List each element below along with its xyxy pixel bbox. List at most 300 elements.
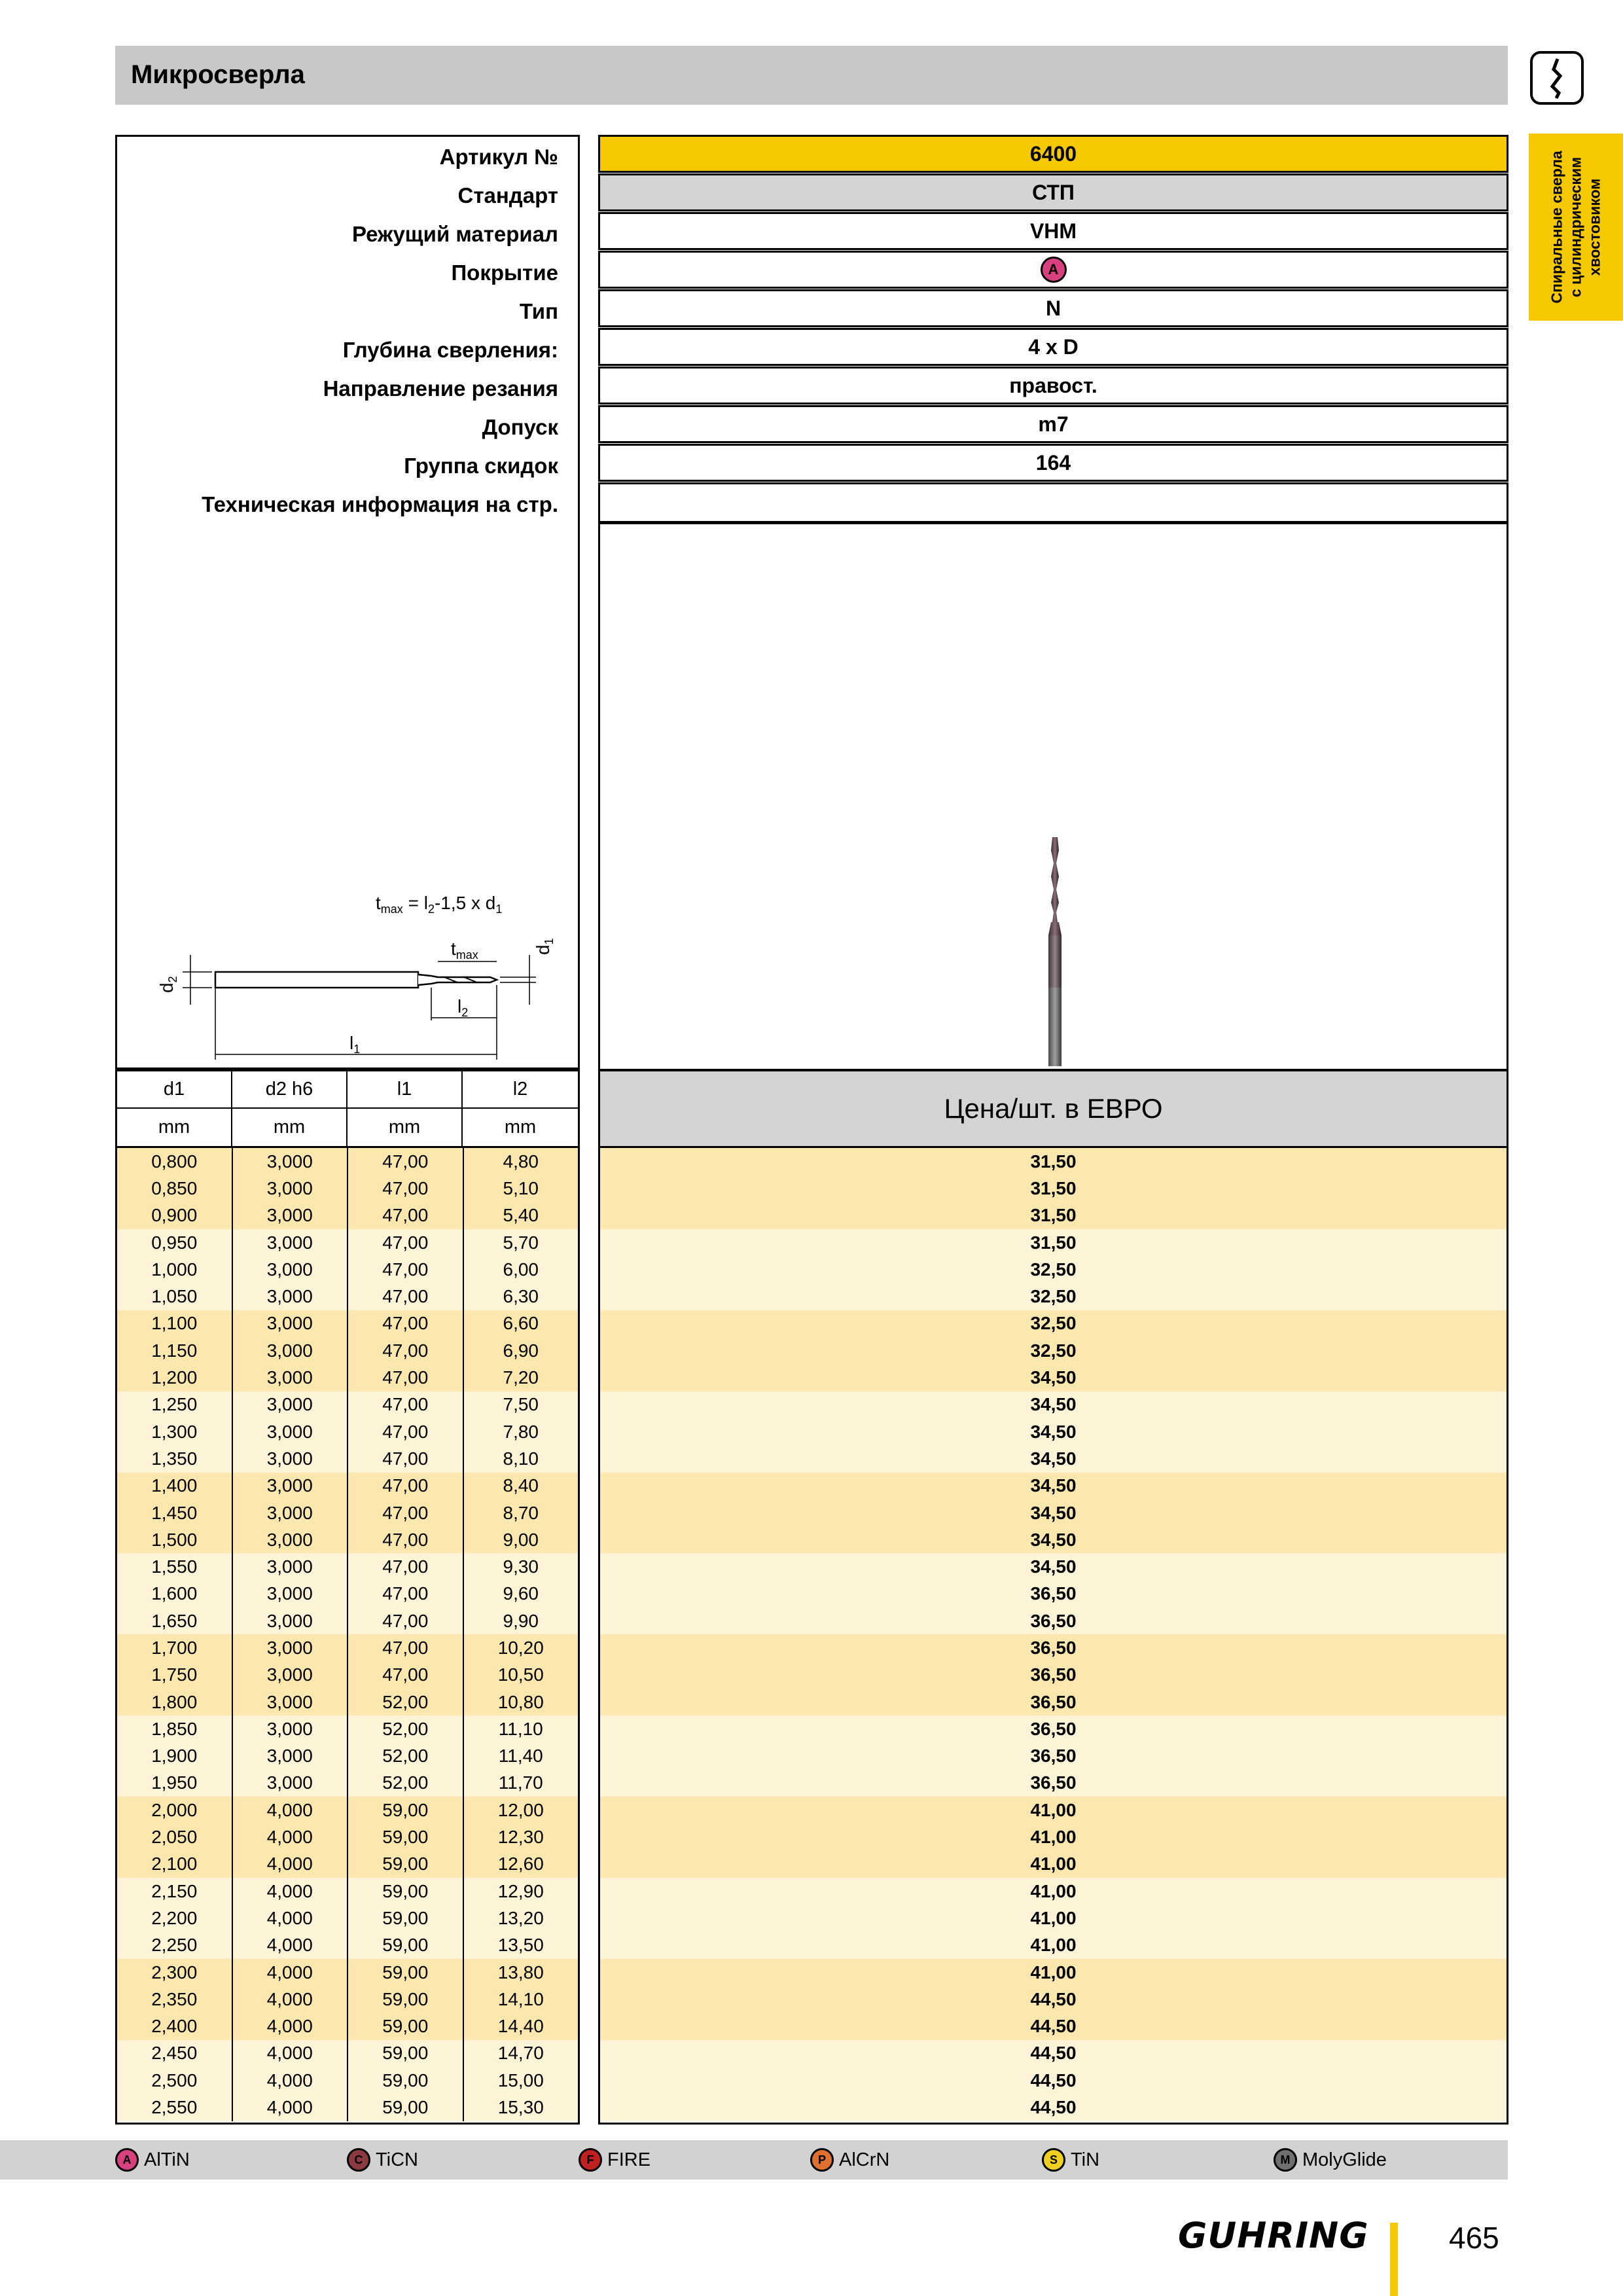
price-row	[600, 1391, 1507, 1418]
table-cell: 1,500	[117, 1526, 233, 1553]
spec-label-panel	[115, 135, 580, 1069]
price-row	[600, 1229, 1507, 1256]
table-cell: 13,80	[497, 1962, 544, 1982]
section-tab[interactable]	[1529, 134, 1623, 321]
label-direction: Направление резания	[323, 376, 558, 401]
table-row	[117, 1364, 578, 1391]
table-cell: 9,30	[503, 1556, 539, 1577]
price-row	[600, 2040, 1507, 2067]
table-row	[117, 1689, 578, 1715]
price-cell: 34,50	[1030, 1367, 1077, 1388]
table-row	[117, 1851, 578, 1878]
coating-badge-icon: F	[579, 2148, 602, 2172]
table-cell: 3,000	[233, 1499, 349, 1526]
price-cell: 31,50	[1030, 1177, 1077, 1198]
price-row	[600, 2067, 1507, 2094]
drill-photo	[1042, 837, 1068, 1066]
table-row	[117, 1418, 578, 1445]
table-cell: 1,750	[117, 1662, 233, 1689]
table-cell: 3,000	[233, 1715, 349, 1742]
table-cell: 47,00	[348, 1175, 464, 1202]
table-cell: 59,00	[348, 1878, 464, 1905]
price-cell: 31,50	[1030, 1232, 1077, 1253]
price-cell: 41,00	[1030, 1854, 1077, 1874]
price-row	[600, 1689, 1507, 1715]
price-row	[600, 1499, 1507, 1526]
table-cell: 1,850	[117, 1715, 233, 1742]
price-row	[600, 1662, 1507, 1689]
material-value: VHM	[598, 212, 1508, 250]
table-cell: 47,00	[348, 1148, 464, 1175]
table-cell: 2,250	[117, 1932, 233, 1959]
table-cell: 4,000	[233, 1851, 349, 1878]
table-cell: 0,950	[117, 1229, 233, 1256]
table-cell: 1,100	[117, 1310, 233, 1337]
table-row	[117, 1797, 578, 1823]
drill-icon	[1529, 50, 1585, 106]
tolerance-value: m7	[598, 405, 1508, 443]
price-row	[600, 1986, 1507, 2013]
legend-label: FIRE	[607, 2149, 651, 2170]
price-row	[600, 1770, 1507, 1797]
table-row	[117, 1932, 578, 1959]
table-cell: 4,000	[233, 1986, 349, 2013]
table-row	[117, 1959, 578, 1986]
legend-item	[0, 2148, 347, 2172]
dimension-table-body	[115, 1148, 580, 2125]
price-row	[600, 2094, 1507, 2121]
table-cell: 8,10	[503, 1448, 539, 1469]
table-cell: 59,00	[348, 1797, 464, 1823]
table-cell: 47,00	[348, 1499, 464, 1526]
table-cell: 14,10	[497, 1988, 544, 2009]
price-row	[600, 1607, 1507, 1634]
table-row	[117, 2067, 578, 2094]
price-row	[600, 1851, 1507, 1878]
table-cell: 6,90	[503, 1340, 539, 1361]
table-cell: 47,00	[348, 1364, 464, 1391]
table-cell: 3,000	[233, 1445, 349, 1472]
table-cell: 12,90	[497, 1880, 544, 1901]
table-cell: 47,00	[348, 1256, 464, 1283]
price-cell: 34,50	[1030, 1556, 1077, 1577]
table-cell: 11,70	[498, 1772, 543, 1793]
tech-page-value	[598, 482, 1508, 523]
table-cell: 52,00	[348, 1689, 464, 1715]
legend-label: MolyGlide	[1302, 2149, 1387, 2170]
table-cell: 59,00	[348, 1851, 464, 1878]
table-cell: 47,00	[348, 1662, 464, 1689]
coating-badge-icon: M	[1274, 2148, 1297, 2172]
table-cell: 1,350	[117, 1445, 233, 1472]
label-tolerance: Допуск	[482, 415, 558, 439]
price-cell: 41,00	[1030, 1880, 1077, 1901]
table-cell: 3,000	[233, 1418, 349, 1445]
svg-text:tmax = l2-1,5 x d1: $t_{max} = l_2-1,5$ x $d_1$	[376, 893, 503, 916]
table-cell: 59,00	[348, 1823, 464, 1850]
table-cell: 2,350	[117, 1986, 233, 2013]
table-cell: 59,00	[348, 2094, 464, 2121]
table-row	[117, 1823, 578, 1850]
table-row	[117, 1229, 578, 1256]
legend-label: TiCN	[376, 2149, 418, 2170]
table-cell: 1,450	[117, 1499, 233, 1526]
label-material: Режущий материал	[351, 222, 558, 246]
column-header: d2 h6	[232, 1071, 348, 1109]
table-row	[117, 1337, 578, 1364]
label-type: Тип	[519, 299, 558, 323]
table-row	[117, 1202, 578, 1229]
table-cell: 12,00	[497, 1799, 544, 1820]
table-cell: 3,000	[233, 1283, 349, 1310]
price-cell: 36,50	[1030, 1664, 1077, 1685]
price-row	[600, 1445, 1507, 1472]
table-cell: 2,500	[117, 2067, 233, 2094]
label-tech-page: Техническая информация на стр.	[202, 492, 558, 516]
svg-text:d1: $d_1$	[533, 938, 556, 955]
price-cell: 41,00	[1030, 1962, 1077, 1982]
table-cell: 4,000	[233, 1905, 349, 1931]
label-discount-group: Группа скидок	[404, 454, 558, 478]
table-cell: 47,00	[348, 1418, 464, 1445]
table-row	[117, 1715, 578, 1742]
table-cell: 47,00	[348, 1391, 464, 1418]
price-cell: 41,00	[1030, 1935, 1077, 1956]
table-cell: 14,70	[497, 2043, 544, 2064]
table-cell: 3,000	[233, 1743, 349, 1770]
table-cell: 7,50	[503, 1394, 539, 1415]
price-row	[600, 1905, 1507, 1931]
dimension-table-header	[115, 1069, 580, 1148]
section-tab-line: Спиральные сверла	[1548, 151, 1565, 304]
table-cell: 2,450	[117, 2040, 233, 2067]
column-header: d1	[117, 1071, 232, 1109]
table-cell: 2,300	[117, 1959, 233, 1986]
table-cell: 3,000	[233, 1581, 349, 1607]
price-cell: 44,50	[1030, 1988, 1077, 2009]
footer-divider	[1390, 2223, 1398, 2296]
table-cell: 13,50	[497, 1935, 544, 1956]
table-cell: 11,10	[498, 1718, 543, 1739]
table-cell: 3,000	[233, 1607, 349, 1634]
price-row	[600, 1364, 1507, 1391]
table-cell: 3,000	[233, 1148, 349, 1175]
table-cell: 15,00	[497, 2070, 544, 2090]
article-number: 6400	[598, 135, 1508, 173]
table-cell: 1,200	[117, 1364, 233, 1391]
price-cell: 34,50	[1030, 1529, 1077, 1550]
table-cell: 59,00	[348, 1986, 464, 2013]
table-row	[117, 1391, 578, 1418]
svg-text:d2: $d_2$	[156, 976, 179, 993]
table-cell: 59,00	[348, 1905, 464, 1931]
table-cell: 2,100	[117, 1851, 233, 1878]
table-cell: 3,000	[233, 1689, 349, 1715]
price-cell: 32,50	[1030, 1286, 1077, 1307]
price-row	[600, 1473, 1507, 1499]
legend-item	[810, 2148, 1042, 2172]
table-cell: 3,000	[233, 1473, 349, 1499]
table-cell: 59,00	[348, 2067, 464, 2094]
table-cell: 3,000	[233, 1553, 349, 1580]
table-cell: 10,50	[497, 1664, 544, 1685]
price-table-body	[598, 1148, 1508, 2125]
price-cell: 44,50	[1030, 2097, 1077, 2118]
table-cell: 2,050	[117, 1823, 233, 1850]
table-cell: 52,00	[348, 1715, 464, 1742]
table-row	[117, 1662, 578, 1689]
table-row	[117, 1445, 578, 1472]
table-cell: 0,850	[117, 1175, 233, 1202]
table-cell: 3,000	[233, 1175, 349, 1202]
table-cell: 47,00	[348, 1607, 464, 1634]
table-cell: 59,00	[348, 1959, 464, 1986]
price-row	[600, 1526, 1507, 1553]
table-cell: 3,000	[233, 1526, 349, 1553]
page-title-bar	[115, 46, 1508, 105]
table-cell: 0,800	[117, 1148, 233, 1175]
price-row	[600, 1634, 1507, 1661]
table-cell: 12,30	[497, 1827, 544, 1848]
table-cell: 3,000	[233, 1662, 349, 1689]
legend-label: AlCrN	[839, 2149, 890, 2170]
price-cell: 34,50	[1030, 1448, 1077, 1469]
price-cell: 36,50	[1030, 1718, 1077, 1739]
price-row	[600, 1310, 1507, 1337]
table-cell: 47,00	[348, 1473, 464, 1499]
table-cell: 3,000	[233, 1229, 349, 1256]
price-cell: 41,00	[1030, 1907, 1077, 1928]
table-cell: 8,40	[503, 1475, 539, 1496]
column-unit: mm	[348, 1109, 463, 1146]
price-row	[600, 1175, 1507, 1202]
table-row	[117, 1743, 578, 1770]
table-cell: 47,00	[348, 1634, 464, 1661]
table-cell: 4,000	[233, 1823, 349, 1850]
table-cell: 13,20	[497, 1907, 544, 1928]
table-cell: 5,10	[503, 1177, 539, 1198]
price-cell: 31,50	[1030, 1151, 1077, 1172]
table-cell: 4,80	[503, 1151, 539, 1172]
table-cell: 59,00	[348, 2013, 464, 2040]
table-cell: 1,400	[117, 1473, 233, 1499]
table-cell: 52,00	[348, 1743, 464, 1770]
table-cell: 1,150	[117, 1337, 233, 1364]
table-cell: 59,00	[348, 1932, 464, 1959]
price-row	[600, 1823, 1507, 1850]
table-cell: 47,00	[348, 1310, 464, 1337]
table-cell: 59,00	[348, 2040, 464, 2067]
table-cell: 14,40	[497, 2016, 544, 2037]
direction-value: правост.	[598, 367, 1508, 404]
table-row	[117, 1770, 578, 1797]
price-cell: 34,50	[1030, 1421, 1077, 1442]
table-cell: 47,00	[348, 1202, 464, 1229]
price-row	[600, 1797, 1507, 1823]
price-cell: 36,50	[1030, 1583, 1077, 1604]
table-cell: 2,000	[117, 1797, 233, 1823]
coating-badge-icon: C	[347, 2148, 370, 2172]
table-cell: 6,30	[503, 1286, 539, 1307]
product-image-frame	[598, 522, 1508, 1071]
table-row	[117, 1607, 578, 1634]
price-row	[600, 1283, 1507, 1310]
table-cell: 4,000	[233, 2067, 349, 2094]
table-cell: 9,60	[503, 1583, 539, 1604]
table-cell: 10,80	[497, 1691, 544, 1712]
table-cell: 6,60	[503, 1313, 539, 1334]
price-cell: 44,50	[1030, 2070, 1077, 2090]
price-row	[600, 1959, 1507, 1986]
table-cell: 4,000	[233, 1797, 349, 1823]
table-cell: 3,000	[233, 1202, 349, 1229]
table-row	[117, 1283, 578, 1310]
svg-text:tmax: $t_{max}$	[451, 939, 478, 961]
section-tab-line: хвостовиком	[1586, 178, 1603, 276]
page-title: Микросверла	[131, 60, 305, 89]
label-article: Артикул №	[439, 145, 558, 169]
coating-value	[598, 251, 1508, 289]
price-cell: 36,50	[1030, 1772, 1077, 1793]
brand-logo: GUHRING	[1178, 2215, 1369, 2256]
legend-label: TiN	[1071, 2149, 1100, 2170]
table-cell: 2,550	[117, 2094, 233, 2121]
table-row	[117, 1175, 578, 1202]
coating-badge-icon: A	[1041, 257, 1067, 283]
type-value: N	[598, 289, 1508, 327]
table-row	[117, 1581, 578, 1607]
table-cell: 1,650	[117, 1607, 233, 1634]
column-unit: mm	[504, 1117, 537, 1138]
table-cell: 1,600	[117, 1581, 233, 1607]
price-row	[600, 1148, 1507, 1175]
table-row	[117, 1878, 578, 1905]
table-cell: 2,200	[117, 1905, 233, 1931]
table-cell: 4,000	[233, 2013, 349, 2040]
table-cell: 1,250	[117, 1391, 233, 1418]
label-depth: Глубина сверления:	[342, 338, 558, 362]
table-row	[117, 1256, 578, 1283]
section-tab-line: с цилиндрическим	[1567, 156, 1584, 298]
coating-badge-icon: P	[810, 2148, 834, 2172]
table-cell: 1,050	[117, 1283, 233, 1310]
table-row	[117, 1310, 578, 1337]
price-column-header: Цена/шт. в ЕВРО	[598, 1069, 1508, 1148]
table-cell: 47,00	[348, 1445, 464, 1472]
column-header: l2	[463, 1071, 578, 1109]
table-row	[117, 1986, 578, 2013]
price-row	[600, 1256, 1507, 1283]
table-cell: 3,000	[233, 1256, 349, 1283]
legend-label: AlTiN	[144, 2149, 190, 2170]
table-cell: 5,40	[503, 1205, 539, 1226]
price-cell: 36,50	[1030, 1610, 1077, 1631]
price-cell: 36,50	[1030, 1691, 1077, 1712]
table-cell: 8,70	[503, 1502, 539, 1523]
price-row	[600, 2013, 1507, 2040]
price-cell: 32,50	[1030, 1340, 1077, 1361]
table-cell: 3,000	[233, 1364, 349, 1391]
table-cell: 2,150	[117, 1878, 233, 1905]
table-cell: 47,00	[348, 1526, 464, 1553]
table-cell: 1,700	[117, 1634, 233, 1661]
depth-value: 4 x D	[598, 328, 1508, 366]
table-cell: 3,000	[233, 1391, 349, 1418]
coating-badge-icon: A	[115, 2148, 139, 2172]
svg-text:l2: $l_2$	[457, 996, 469, 1019]
coating-legend	[0, 2140, 1508, 2179]
table-cell: 4,000	[233, 1932, 349, 1959]
price-cell: 34,50	[1030, 1475, 1077, 1496]
price-row	[600, 1553, 1507, 1580]
price-cell: 44,50	[1030, 2043, 1077, 2064]
price-row	[600, 1878, 1507, 1905]
price-row	[600, 1743, 1507, 1770]
table-cell: 3,000	[233, 1634, 349, 1661]
table-cell: 1,550	[117, 1553, 233, 1580]
page-number: 465	[1449, 2221, 1499, 2255]
discount-group-value: 164	[598, 444, 1508, 482]
column-unit: mm	[232, 1109, 348, 1146]
table-row	[117, 1905, 578, 1931]
table-cell: 47,00	[348, 1229, 464, 1256]
table-cell: 3,000	[233, 1337, 349, 1364]
table-row	[117, 1553, 578, 1580]
table-cell: 6,00	[503, 1259, 539, 1280]
label-standard: Стандарт	[457, 183, 558, 207]
price-row	[600, 1418, 1507, 1445]
table-cell: 3,000	[233, 1770, 349, 1797]
table-row	[117, 1526, 578, 1553]
table-cell: 2,400	[117, 2013, 233, 2040]
table-cell: 1,000	[117, 1256, 233, 1283]
legend-item	[1042, 2148, 1274, 2172]
price-cell: 34,50	[1030, 1394, 1077, 1415]
table-cell: 1,900	[117, 1743, 233, 1770]
table-cell: 1,800	[117, 1689, 233, 1715]
table-cell: 9,00	[503, 1529, 539, 1550]
table-row	[117, 2013, 578, 2040]
table-cell: 10,20	[497, 1637, 544, 1658]
price-cell: 36,50	[1030, 1637, 1077, 1658]
table-row	[117, 1148, 578, 1175]
price-row	[600, 1202, 1507, 1229]
table-cell: 0,900	[117, 1202, 233, 1229]
legend-item	[579, 2148, 810, 2172]
table-row	[117, 2094, 578, 2121]
price-cell: 41,00	[1030, 1827, 1077, 1848]
table-cell: 11,40	[498, 1746, 543, 1767]
column-unit: mm	[117, 1109, 232, 1146]
table-cell: 12,60	[497, 1854, 544, 1874]
label-coating: Покрытие	[451, 260, 558, 285]
legend-item	[347, 2148, 579, 2172]
table-cell: 4,000	[233, 2094, 349, 2121]
price-row	[600, 1932, 1507, 1959]
price-row	[600, 1337, 1507, 1364]
table-cell: 5,70	[503, 1232, 539, 1253]
table-cell: 3,000	[233, 1310, 349, 1337]
price-cell: 41,00	[1030, 1799, 1077, 1820]
table-cell: 47,00	[348, 1337, 464, 1364]
table-cell: 4,000	[233, 2040, 349, 2067]
price-cell: 36,50	[1030, 1746, 1077, 1767]
table-cell: 15,30	[497, 2097, 544, 2118]
table-cell: 4,000	[233, 1878, 349, 1905]
table-cell: 52,00	[348, 1770, 464, 1797]
price-cell: 44,50	[1030, 2016, 1077, 2037]
table-cell: 1,950	[117, 1770, 233, 1797]
